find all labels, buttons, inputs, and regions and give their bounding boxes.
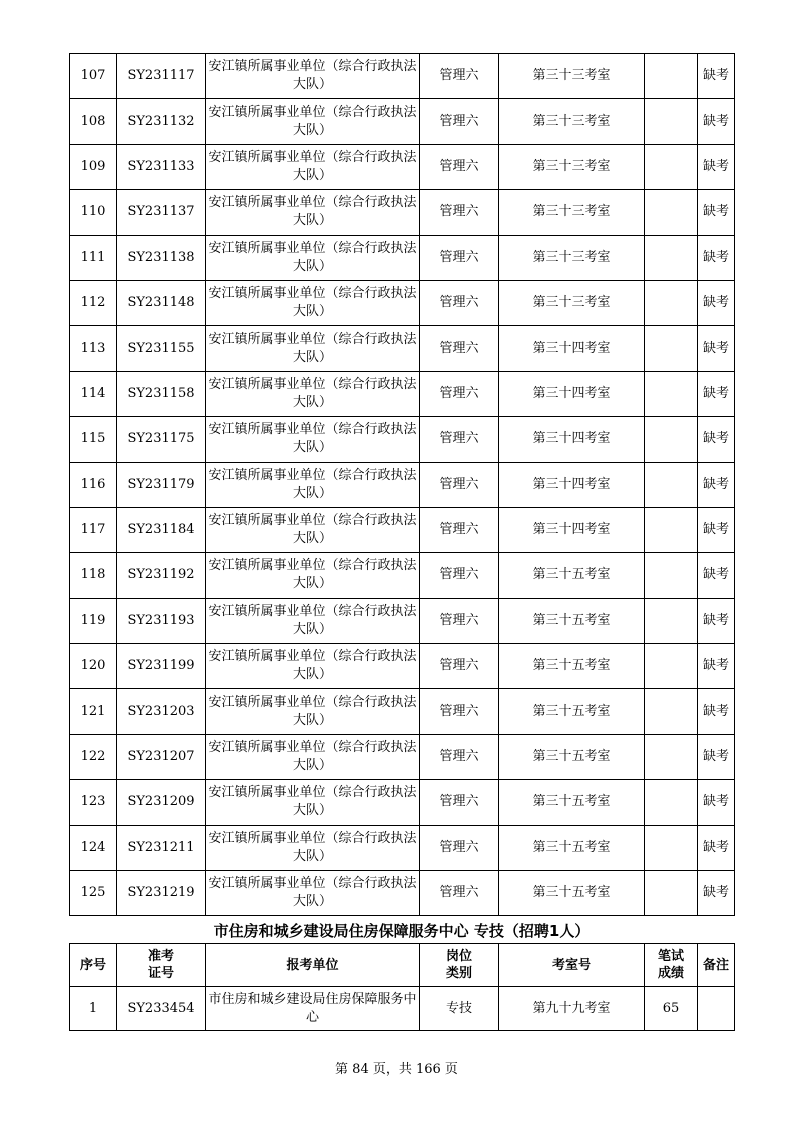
section-header-row — [70, 944, 735, 987]
table-row — [70, 371, 735, 416]
cell-note: 缺考 — [698, 598, 735, 643]
header-score — [645, 944, 698, 987]
table-row — [70, 326, 735, 371]
cell-post: 管理六 — [420, 689, 499, 734]
cell-no: 112 — [70, 280, 117, 325]
cell-unit: 安江镇所属事业单位（综合行政执法大队） — [206, 326, 420, 371]
table-row — [70, 598, 735, 643]
cell-note: 缺考 — [698, 734, 735, 779]
cell-note: 缺考 — [698, 54, 735, 99]
cell-note: 缺考 — [698, 144, 735, 189]
cell-room: 第三十五考室 — [499, 780, 645, 825]
table-row — [70, 987, 735, 1031]
header-id — [117, 944, 206, 987]
cell-score — [645, 507, 698, 552]
cell-no: 110 — [70, 190, 117, 235]
table-row — [70, 780, 735, 825]
table-row — [70, 507, 735, 552]
cell-score — [645, 144, 698, 189]
cell-unit: 安江镇所属事业单位（综合行政执法大队） — [206, 190, 420, 235]
cell-id: SY231193 — [117, 598, 206, 643]
cell-note: 缺考 — [698, 553, 735, 598]
cell-room: 第三十五考室 — [499, 689, 645, 734]
cell-room: 第三十五考室 — [499, 825, 645, 870]
table-row — [70, 99, 735, 144]
cell-note: 缺考 — [698, 326, 735, 371]
cell-no: 119 — [70, 598, 117, 643]
cell-unit: 安江镇所属事业单位（综合行政执法大队） — [206, 144, 420, 189]
cell-unit: 安江镇所属事业单位（综合行政执法大队） — [206, 553, 420, 598]
cell-note: 缺考 — [698, 235, 735, 280]
cell-no: 116 — [70, 462, 117, 507]
cell-score — [645, 190, 698, 235]
cell-id: SY231199 — [117, 644, 206, 689]
table-row — [70, 280, 735, 325]
results-table — [69, 53, 735, 916]
cell-post: 管理六 — [420, 598, 499, 643]
cell-note: 缺考 — [698, 871, 735, 916]
table-row — [70, 190, 735, 235]
header-room: 考室号 — [499, 944, 645, 987]
cell-no: 125 — [70, 871, 117, 916]
cell-unit: 安江镇所属事业单位（综合行政执法大队） — [206, 280, 420, 325]
cell-unit: 安江镇所属事业单位（综合行政执法大队） — [206, 871, 420, 916]
cell-no: 1 — [70, 987, 117, 1031]
header-unit: 报考单位 — [206, 944, 420, 987]
table-row — [70, 54, 735, 99]
cell-room: 第三十四考室 — [499, 507, 645, 552]
cell-unit: 安江镇所属事业单位（综合行政执法大队） — [206, 371, 420, 416]
cell-unit: 安江镇所属事业单位（综合行政执法大队） — [206, 689, 420, 734]
cell-score — [645, 825, 698, 870]
cell-score — [645, 598, 698, 643]
cell-no: 109 — [70, 144, 117, 189]
cell-room: 第三十五考室 — [499, 553, 645, 598]
cell-room: 第三十四考室 — [499, 326, 645, 371]
table-row — [70, 689, 735, 734]
section-table-body — [70, 987, 735, 1031]
cell-no: 108 — [70, 99, 117, 144]
cell-id: SY231175 — [117, 417, 206, 462]
cell-no: 122 — [70, 734, 117, 779]
cell-post: 管理六 — [420, 417, 499, 462]
header-id-text: 准考证号 — [147, 949, 174, 981]
cell-post: 管理六 — [420, 54, 499, 99]
cell-no: 115 — [70, 417, 117, 462]
cell-no: 124 — [70, 825, 117, 870]
table-row — [70, 825, 735, 870]
cell-post: 管理六 — [420, 780, 499, 825]
cell-no: 117 — [70, 507, 117, 552]
cell-room: 第三十四考室 — [499, 462, 645, 507]
cell-score — [645, 280, 698, 325]
cell-id: SY231155 — [117, 326, 206, 371]
cell-post: 管理六 — [420, 871, 499, 916]
cell-score — [645, 417, 698, 462]
cell-post: 管理六 — [420, 235, 499, 280]
cell-score — [645, 553, 698, 598]
section-title: 市住房和城乡建设局住房保障服务中心 专技（招聘1人） — [213, 922, 590, 940]
cell-no: 107 — [70, 54, 117, 99]
cell-no: 121 — [70, 689, 117, 734]
cell-no: 120 — [70, 644, 117, 689]
cell-id: SY231137 — [117, 190, 206, 235]
cell-score — [645, 644, 698, 689]
section-table — [69, 943, 735, 1031]
cell-unit: 安江镇所属事业单位（综合行政执法大队） — [206, 598, 420, 643]
cell-score — [645, 371, 698, 416]
cell-post: 管理六 — [420, 825, 499, 870]
cell-unit: 安江镇所属事业单位（综合行政执法大队） — [206, 507, 420, 552]
cell-note: 缺考 — [698, 507, 735, 552]
cell-post: 管理六 — [420, 326, 499, 371]
cell-unit: 安江镇所属事业单位（综合行政执法大队） — [206, 54, 420, 99]
table-row — [70, 734, 735, 779]
cell-unit: 安江镇所属事业单位（综合行政执法大队） — [206, 780, 420, 825]
cell-note: 缺考 — [698, 99, 735, 144]
cell-post: 管理六 — [420, 553, 499, 598]
cell-score — [645, 235, 698, 280]
cell-room: 第三十三考室 — [499, 280, 645, 325]
table-row — [70, 235, 735, 280]
cell-unit: 安江镇所属事业单位（综合行政执法大队） — [206, 644, 420, 689]
cell-id: SY231219 — [117, 871, 206, 916]
cell-room: 第三十四考室 — [499, 417, 645, 462]
cell-id: SY231148 — [117, 280, 206, 325]
cell-room: 第三十三考室 — [499, 99, 645, 144]
cell-note: 缺考 — [698, 644, 735, 689]
cell-score — [645, 734, 698, 779]
cell-room: 第三十三考室 — [499, 144, 645, 189]
cell-score — [645, 462, 698, 507]
cell-no: 111 — [70, 235, 117, 280]
cell-note — [698, 987, 735, 1031]
cell-unit: 安江镇所属事业单位（综合行政执法大队） — [206, 417, 420, 462]
cell-room: 第三十四考室 — [499, 371, 645, 416]
cell-unit: 安江镇所属事业单位（综合行政执法大队） — [206, 734, 420, 779]
cell-post: 管理六 — [420, 507, 499, 552]
cell-post: 管理六 — [420, 462, 499, 507]
table-row — [70, 871, 735, 916]
cell-id: SY231211 — [117, 825, 206, 870]
cell-room: 第三十三考室 — [499, 235, 645, 280]
header-no: 序号 — [70, 944, 117, 987]
cell-room: 第九十九考室 — [499, 987, 645, 1031]
cell-unit: 安江镇所属事业单位（综合行政执法大队） — [206, 462, 420, 507]
cell-id: SY231138 — [117, 235, 206, 280]
page-footer: 第 84 页，共 166 页 — [335, 1062, 458, 1077]
cell-score — [645, 689, 698, 734]
results-table-body — [70, 54, 735, 916]
cell-no: 113 — [70, 326, 117, 371]
cell-note: 缺考 — [698, 417, 735, 462]
table-row — [70, 417, 735, 462]
cell-id: SY231209 — [117, 780, 206, 825]
cell-score — [645, 99, 698, 144]
table-row — [70, 553, 735, 598]
cell-no: 123 — [70, 780, 117, 825]
cell-unit: 安江镇所属事业单位（综合行政执法大队） — [206, 235, 420, 280]
header-post — [420, 944, 499, 987]
cell-id: SY231179 — [117, 462, 206, 507]
cell-no: 114 — [70, 371, 117, 416]
cell-score — [645, 780, 698, 825]
cell-id: SY231184 — [117, 507, 206, 552]
cell-post: 管理六 — [420, 190, 499, 235]
cell-post: 管理六 — [420, 644, 499, 689]
cell-note: 缺考 — [698, 462, 735, 507]
cell-id: SY231207 — [117, 734, 206, 779]
cell-post: 管理六 — [420, 144, 499, 189]
cell-id: SY231132 — [117, 99, 206, 144]
cell-score — [645, 54, 698, 99]
cell-id: SY231203 — [117, 689, 206, 734]
table-row — [70, 644, 735, 689]
cell-id: SY233454 — [117, 987, 206, 1031]
cell-id: SY231117 — [117, 54, 206, 99]
cell-post: 管理六 — [420, 734, 499, 779]
cell-score — [645, 871, 698, 916]
cell-note: 缺考 — [698, 371, 735, 416]
cell-room: 第三十五考室 — [499, 644, 645, 689]
table-row — [70, 462, 735, 507]
table-row — [70, 144, 735, 189]
header-post-text: 岗位类别 — [445, 949, 472, 981]
cell-room: 第三十五考室 — [499, 734, 645, 779]
cell-note: 缺考 — [698, 190, 735, 235]
cell-note: 缺考 — [698, 689, 735, 734]
header-note: 备注 — [698, 944, 735, 987]
cell-id: SY231158 — [117, 371, 206, 416]
cell-post: 管理六 — [420, 99, 499, 144]
cell-no: 118 — [70, 553, 117, 598]
cell-room: 第三十五考室 — [499, 598, 645, 643]
cell-note: 缺考 — [698, 825, 735, 870]
cell-note: 缺考 — [698, 780, 735, 825]
cell-score — [645, 326, 698, 371]
cell-post: 管理六 — [420, 280, 499, 325]
cell-unit: 市住房和城乡建设局住房保障服务中心 — [206, 987, 420, 1031]
cell-post: 专技 — [420, 987, 499, 1031]
header-score-text: 笔试成绩 — [657, 949, 684, 981]
cell-score: 65 — [645, 987, 698, 1031]
cell-room: 第三十三考室 — [499, 54, 645, 99]
cell-unit: 安江镇所属事业单位（综合行政执法大队） — [206, 99, 420, 144]
cell-unit: 安江镇所属事业单位（综合行政执法大队） — [206, 825, 420, 870]
cell-id: SY231192 — [117, 553, 206, 598]
cell-note: 缺考 — [698, 280, 735, 325]
cell-room: 第三十五考室 — [499, 871, 645, 916]
cell-post: 管理六 — [420, 371, 499, 416]
cell-room: 第三十三考室 — [499, 190, 645, 235]
cell-id: SY231133 — [117, 144, 206, 189]
